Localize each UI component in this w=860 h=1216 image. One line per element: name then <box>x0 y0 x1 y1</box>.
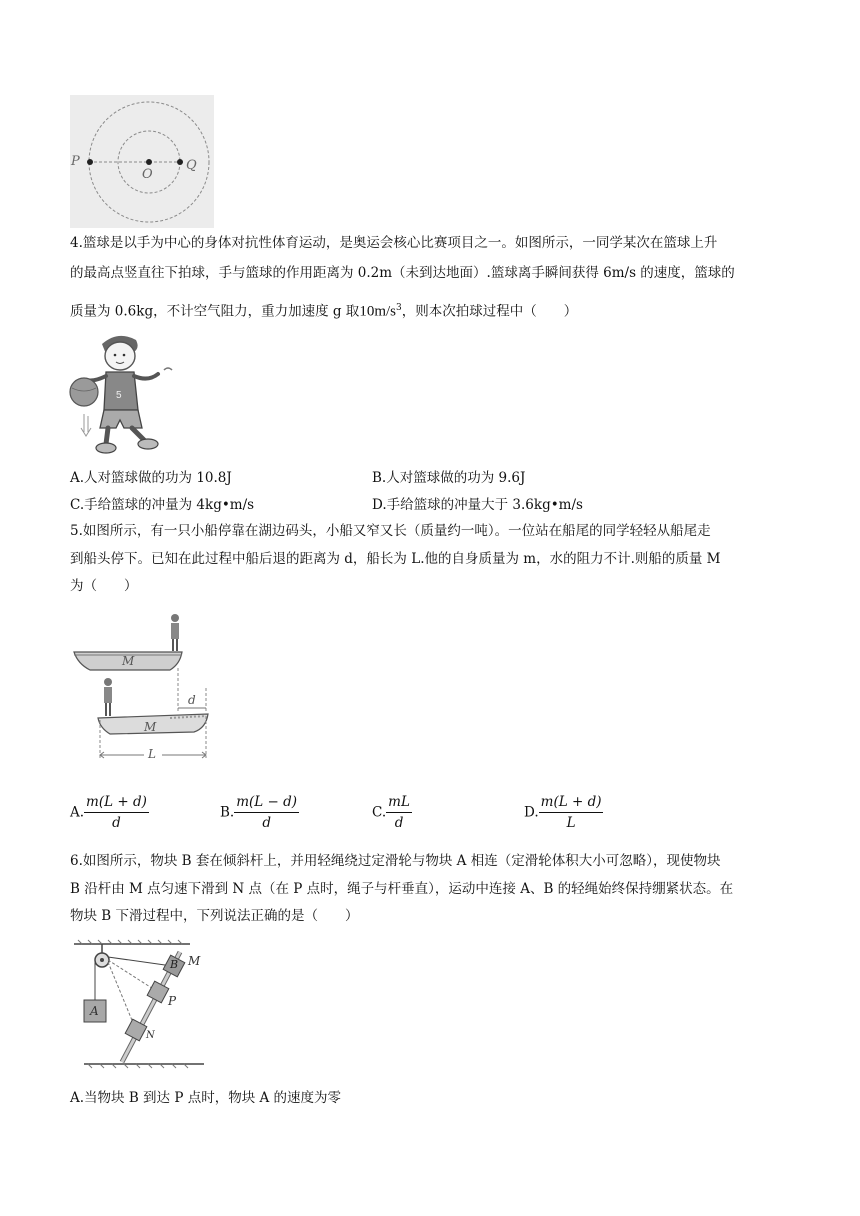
q5-option-c[interactable] <box>372 792 412 833</box>
q4-gravity-exponent: 3 <box>396 303 402 313</box>
q5-option-c-letter: C. <box>372 804 387 821</box>
q4-stem-line2: 的最高点竖直往下拍球，手与篮球的作用距离为 0.2m（未到达地面）.篮球离手瞬间获得 6m/s 的速度，篮球的 <box>70 265 735 281</box>
q5-option-a-fraction <box>84 792 149 833</box>
q5-option-d-numerator: m(L + d) <box>539 792 604 813</box>
q4-option-c[interactable]: C.手给篮球的冲量为 4kg•m/s <box>70 497 255 513</box>
q5-option-b-denominator: d <box>262 815 271 831</box>
q5-option-c-denominator: d <box>394 815 404 831</box>
boat-top-m-label: M <box>122 654 135 668</box>
q5-stem-line3: 为（ ） <box>70 578 138 594</box>
q5-option-b[interactable] <box>220 792 299 833</box>
q5-option-c-fraction <box>386 792 412 833</box>
q5-option-d-fraction <box>539 792 604 833</box>
point-p-rod-label: P <box>168 994 177 1008</box>
q5-option-a[interactable] <box>70 792 149 833</box>
q5-option-d[interactable] <box>524 792 603 833</box>
block-b-label: B <box>170 958 179 971</box>
q4-option-b[interactable]: B.人对篮球做的功为 9.6J <box>372 470 526 486</box>
boat-figure <box>70 608 220 768</box>
q5-option-b-fraction <box>234 792 299 833</box>
q5-option-b-letter: B. <box>220 804 235 821</box>
q5-option-a-numerator: m(L + d) <box>84 792 149 813</box>
boat-d-label: d <box>188 693 196 707</box>
q5-option-c-numerator: mL <box>386 792 412 813</box>
boat-l-label: L <box>148 747 156 761</box>
q4-stem-text-b: ，则本次拍球过程中（ ） <box>401 303 578 320</box>
q4-stem-line1: 4.篮球是以手为中心的身体对抗性体育运动，是奥运会核心比赛项目之一。如图所示，一同学某次在篮球上升 <box>70 235 718 251</box>
q4-option-d[interactable]: D.手给篮球的冲量大于 3.6kg•m/s <box>372 497 583 513</box>
q5-stem-line1: 5.如图所示，有一只小船停靠在湖边码头，小船又窄又长（质量约一吨）。一位站在船尾的同学轻轻从船尾走 <box>70 523 711 539</box>
boat-bottom-m-label: M <box>144 720 157 734</box>
q5-option-d-letter: D. <box>524 804 539 821</box>
jersey-number: 5 <box>116 390 122 401</box>
q4-stem-line3 <box>70 298 577 322</box>
point-m-label: M <box>188 954 201 968</box>
point-o-label: O <box>142 167 153 182</box>
q6-stem-line2: B 沿杆由 M 点匀速下滑到 N 点（在 P 点时，绳子与杆垂直），运动中连接 A、B 的轻绳始终保持绷紧状态。在 <box>70 881 734 897</box>
q5-option-a-letter: A. <box>70 804 85 821</box>
circles-figure <box>70 95 214 228</box>
q5-option-b-numerator: m(L − d) <box>234 792 299 813</box>
q4-option-a[interactable]: A.人对篮球做的功为 10.8J <box>70 470 232 486</box>
block-a-label: A <box>90 1004 99 1018</box>
q6-option-a[interactable]: A.当物块 B 到达 P 点时，物块 A 的速度为零 <box>70 1090 342 1106</box>
q5-option-d-denominator: L <box>566 815 576 831</box>
q5-option-a-denominator: d <box>112 815 121 831</box>
q4-stem-text-a: 质量为 0.6kg，不计空气阻力，重力加速度 g 取 <box>70 303 360 320</box>
point-n-label: N <box>146 1030 155 1041</box>
point-q-label: Q <box>186 158 197 173</box>
q6-stem-line1: 6.如图所示，物块 B 套在倾斜杆上，并用轻绳绕过定滑轮与物块 A 相连（定滑轮体积大小可忽略），现使物块 <box>70 853 721 869</box>
q4-gravity-value: 10m/s <box>359 303 396 320</box>
pulley-figure <box>70 938 210 1070</box>
q5-stem-line2: 到船头停下。已知在此过程中船后退的距离为 d，船长为 L.他的自身质量为 m，水的阻力不计.则船的质量 M <box>70 551 721 567</box>
basketball-figure <box>66 330 186 460</box>
point-p-label: P <box>71 154 80 169</box>
q6-stem-line3: 物块 B 下滑过程中，下列说法正确的是（ ） <box>70 908 359 924</box>
